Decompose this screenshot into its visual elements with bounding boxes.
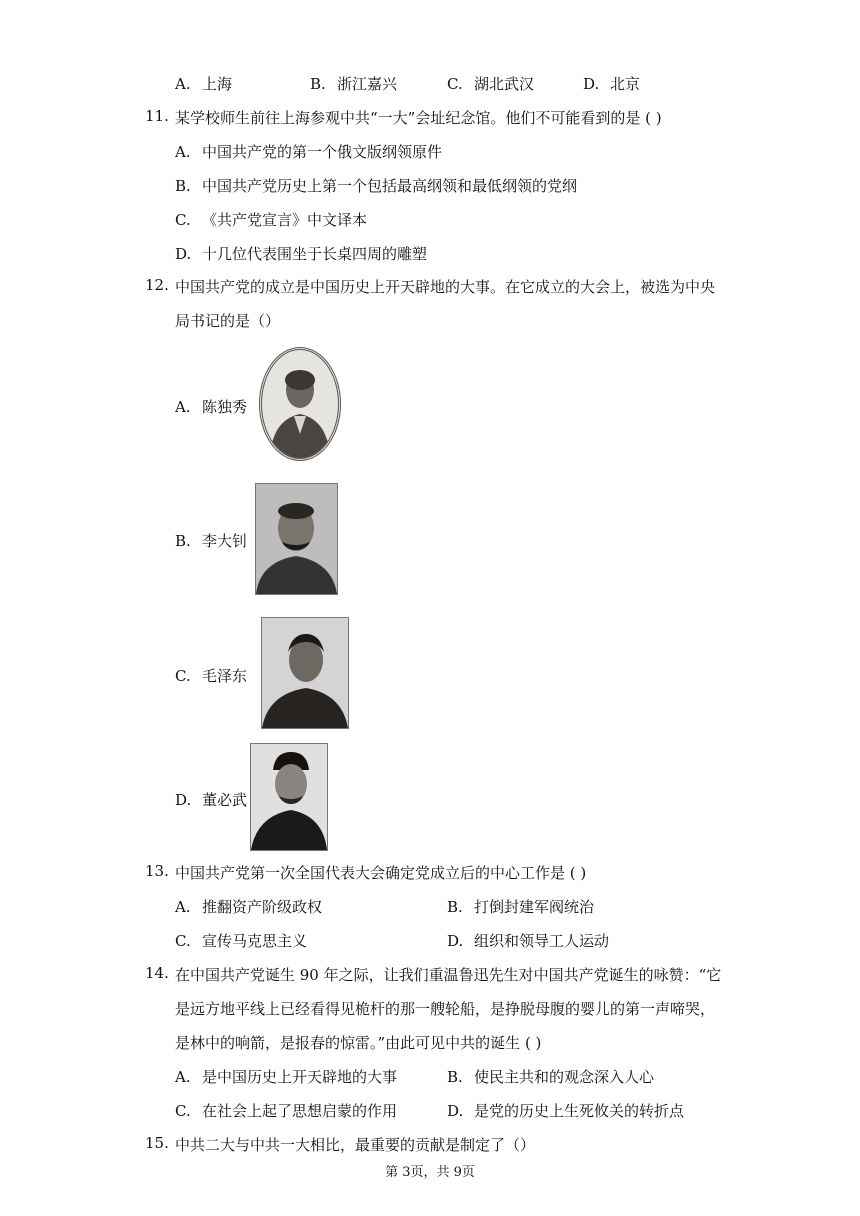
portrait-photo-a: [259, 347, 341, 461]
q13-option-c: C. 宣传马克思主义: [175, 932, 308, 950]
portrait-figure-b: [256, 484, 337, 594]
q11-number: 11.: [145, 107, 169, 125]
q14-stem-line-1: 在中国共产党诞生 90 年之际，让我们重温鲁迅先生对中国共产党诞生的咏赞：“它: [175, 966, 722, 984]
q12-option-a: A. 陈独秀: [175, 398, 248, 416]
q14-option-c: C. 在社会上起了思想启蒙的作用: [175, 1102, 398, 1120]
portrait-figure-d: [251, 744, 327, 850]
q13-stem: 中国共产党第一次全国代表大会确定党成立后的中心工作是 ( ): [175, 864, 587, 882]
q13-option-d: D. 组织和领导工人运动: [447, 932, 610, 950]
portrait-photo-c: [261, 617, 349, 729]
q12-option-b: B. 李大钊: [175, 532, 248, 550]
q10-option-a: A. 上海: [175, 75, 233, 93]
q13-option-b: B. 打倒封建军阀统治: [447, 898, 595, 916]
q11-option-d: D. 十几位代表围坐于长桌四周的雕塑: [175, 245, 428, 263]
page-footer: 第 3页，共 9页: [385, 1165, 475, 1180]
q11-stem: 某学校师生前往上海参观中共“一大”会址纪念馆。他们不可能看到的是 ( ): [175, 109, 662, 127]
q12-option-d: D. 董必武: [175, 791, 248, 809]
q13-option-a: A. 推翻资产阶级政权: [175, 898, 323, 916]
q10-option-c: C. 湖北武汉: [447, 75, 535, 93]
q15-number: 15.: [145, 1134, 169, 1152]
q11-option-b: B. 中国共产党历史上第一个包括最高纲领和最低纲领的党纲: [175, 177, 578, 195]
q12-stem-line-2: 局书记的是（）: [175, 312, 281, 330]
portrait-photo-d: [250, 743, 328, 851]
q15-stem: 中共二大与中共一大相比，最重要的贡献是制定了（）: [175, 1136, 536, 1154]
q14-option-a: A. 是中国历史上开天辟地的大事: [175, 1068, 398, 1086]
portrait-figure-c: [262, 618, 348, 728]
q14-stem-line-2: 是远方地平线上已经看得见桅杆的那一艘轮船，是挣脱母腹的婴儿的第一声啼哭，: [175, 1000, 716, 1018]
q12-number: 12.: [145, 276, 169, 294]
q13-number: 13.: [145, 862, 169, 880]
portrait-figure-a: [262, 350, 338, 458]
q11-option-c: C. 《共产党宣言》中文译本: [175, 211, 368, 229]
q10-option-b: B. 浙江嘉兴: [310, 75, 398, 93]
portrait-photo-b: [255, 483, 338, 595]
q10-option-d: D. 北京: [583, 75, 641, 93]
q11-option-a: A. 中国共产党的第一个俄文版纲领原件: [175, 143, 443, 161]
q12-stem-line-1: 中国共产党的成立是中国历史上开天辟地的大事。在它成立的大会上，被选为中央: [175, 278, 716, 296]
q14-stem-line-3: 是林中的响箭，是报春的惊雷。”由此可见中共的诞生 ( ): [175, 1034, 542, 1052]
q14-option-b: B. 使民主共和的观念深入人心: [447, 1068, 655, 1086]
q14-option-d: D. 是党的历史上生死攸关的转折点: [447, 1102, 685, 1120]
q14-number: 14.: [145, 964, 169, 982]
q12-option-c: C. 毛泽东: [175, 667, 248, 685]
